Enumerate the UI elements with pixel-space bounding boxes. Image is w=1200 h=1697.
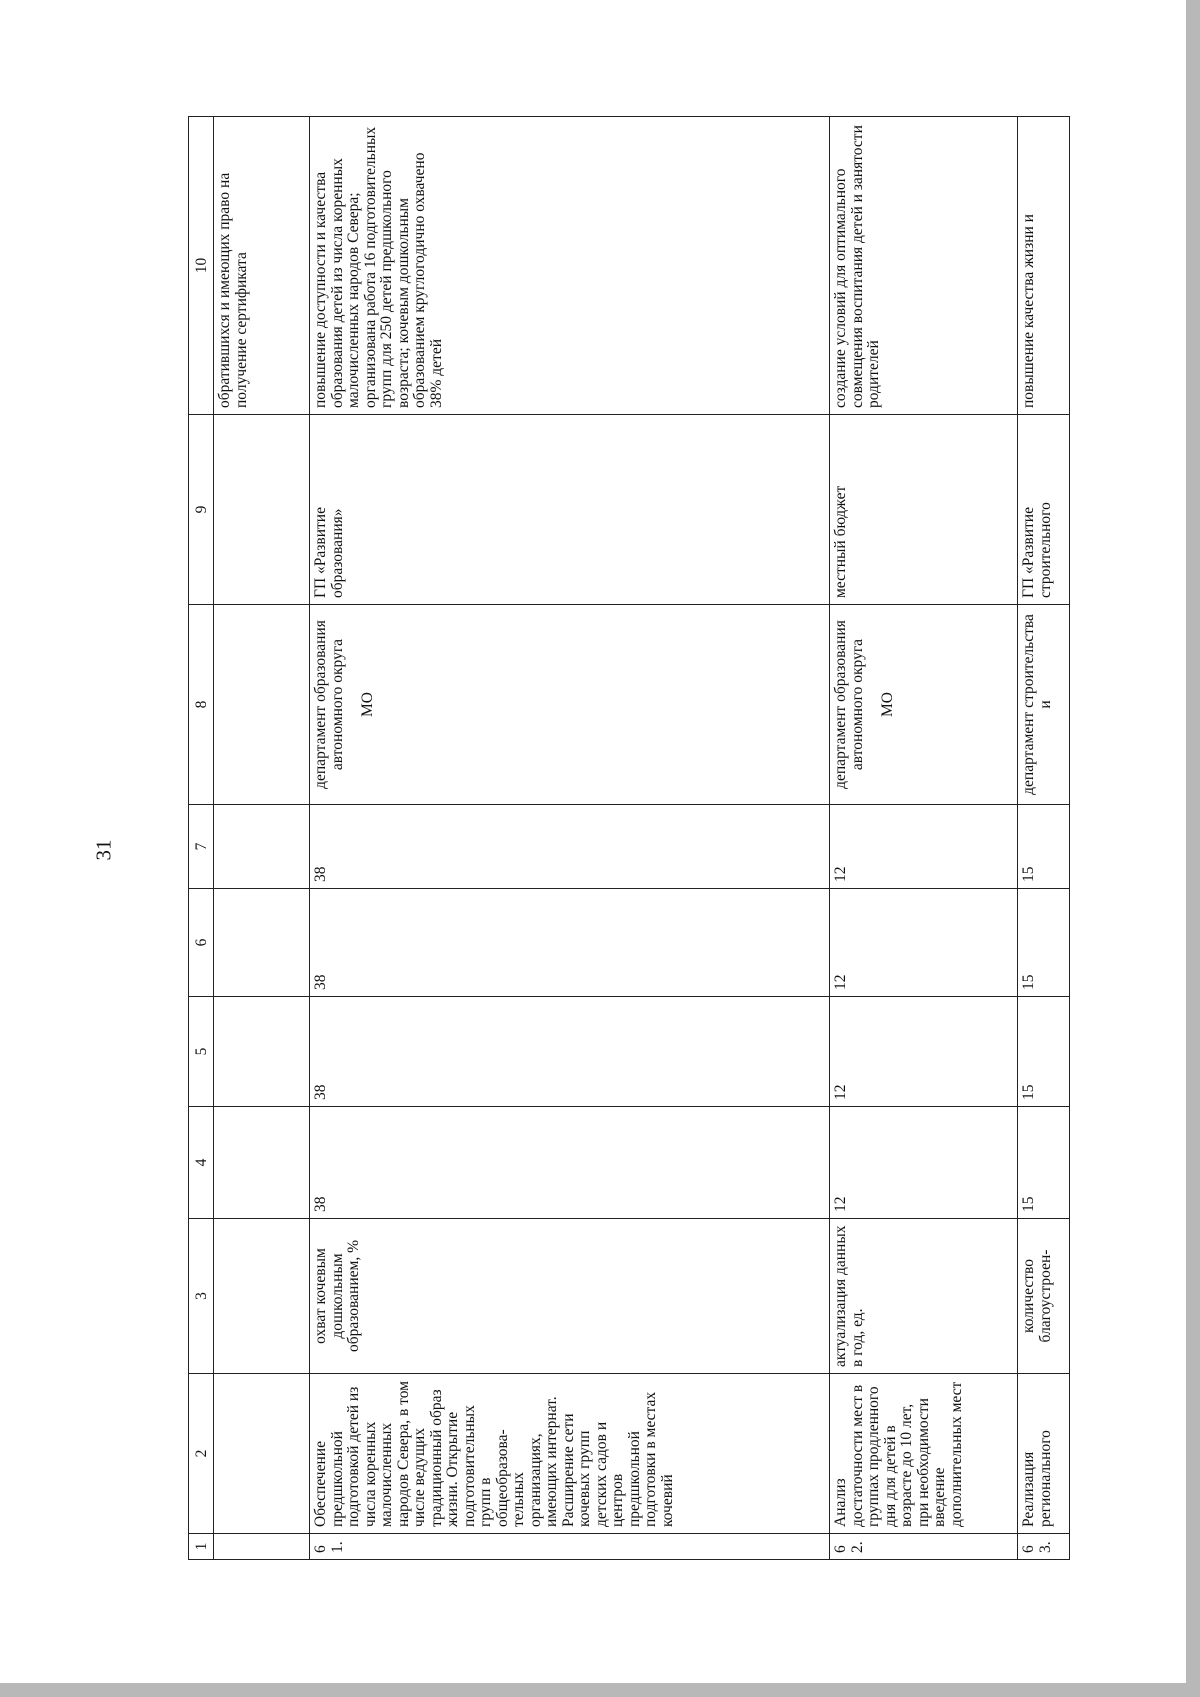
header-cell: 8 <box>189 605 214 805</box>
table-cell <box>214 1374 310 1534</box>
activity-cell: Реализация регионального <box>1018 1374 1070 1534</box>
value-cell: 15 <box>1018 805 1070 889</box>
value-cell: 15 <box>1018 889 1070 997</box>
value-cell: 38 <box>310 1107 830 1219</box>
value-cell: 12 <box>830 889 1018 997</box>
table-row-61 <box>310 117 830 1560</box>
activity-cell: Обеспечение предшкольной подготовкой детей из числа коренных малочисленных народов Севера, в том числе ведущих традиционный образ жизни. Открытие подготовительных групп в общеобразова-тельных организациях, имеющих интернат. Расширение сети кочевых групп детских садов и центров предшкольной подготовки в местах кочевий <box>310 1374 830 1534</box>
header-cell: 4 <box>189 1107 214 1219</box>
page-number-text: 31 <box>91 839 116 861</box>
row-number: 61. <box>310 1534 830 1560</box>
value-cell: 38 <box>310 997 830 1107</box>
activity-cell: Анализ достаточности мест в группах продленного дня для детей в возрасте до 10 лет, при необходимости введение дополнительных мест <box>830 1374 1018 1534</box>
value-cell: 12 <box>830 805 1018 889</box>
indicator-cell: количество благоустроен- <box>1018 1219 1070 1374</box>
result-text: обратившихся и имеющих право на получение сертификата <box>216 172 250 408</box>
table-row-63 <box>1018 117 1070 1560</box>
header-cell: 9 <box>189 415 214 605</box>
result-cell: создание условий для оптимального совмещения воспитания детей и занятости родителей <box>830 117 1018 415</box>
header-cell: 5 <box>189 997 214 1107</box>
indicator-cell: охват кочевым дошкольным образованием, % <box>310 1219 830 1374</box>
header-cell: 7 <box>189 805 214 889</box>
header-cell: 1 <box>189 1534 214 1560</box>
rotated-table-container <box>188 117 1056 1560</box>
executor-mo: МО <box>879 692 896 717</box>
executor-text: департамент образования автономного округа <box>312 620 346 789</box>
value-cell: 15 <box>1018 997 1070 1107</box>
source-cell: местный бюджет <box>830 415 1018 605</box>
result-cell: повышение доступности и качества образования детей из числа коренных малочисленных народов Севера; организована работа 16 подготовительных групп для 250 детей предшкольного возраста; кочевым дошкольным образованием круглогодично охвачено 38% детей <box>310 117 830 415</box>
value-cell: 12 <box>830 997 1018 1107</box>
source-cell: ГП «Развитие образования» <box>310 415 830 605</box>
row-number: 62. <box>830 1534 1018 1560</box>
table-cell <box>214 889 310 997</box>
executor-cell: департамент строительства и <box>1018 605 1070 805</box>
table-cell <box>214 415 310 605</box>
result-cell: повышение качества жизни и <box>1018 117 1070 415</box>
header-cell: 10 <box>189 117 214 415</box>
table-cell <box>214 1107 310 1219</box>
table-cell <box>214 1219 310 1374</box>
row-number: 63. <box>1018 1534 1070 1560</box>
executor-mo: МО <box>359 692 376 717</box>
value-cell: 38 <box>310 805 830 889</box>
value-cell: 12 <box>830 1107 1018 1219</box>
table-row-62 <box>830 117 1018 1560</box>
table-cell <box>214 605 310 805</box>
measures-table <box>188 116 1070 1560</box>
executor-cell <box>310 605 830 805</box>
table-cell <box>214 997 310 1107</box>
header-cell: 2 <box>189 1374 214 1534</box>
executor-cell <box>830 605 1018 805</box>
table-cell <box>214 805 310 889</box>
page-edge-right <box>1186 0 1200 1697</box>
result-cell <box>214 117 310 415</box>
value-cell: 15 <box>1018 1107 1070 1219</box>
indicator-cell: актуализация данных в год, ед. <box>830 1219 1018 1374</box>
table-cell <box>214 1534 310 1560</box>
table-header-row <box>189 117 214 1560</box>
header-cell: 3 <box>189 1219 214 1374</box>
value-cell: 38 <box>310 889 830 997</box>
executor-text: департамент образования автономного округа <box>832 620 866 789</box>
continuation-row <box>214 117 310 1560</box>
source-cell: ГП «Развитие строительного <box>1018 415 1070 605</box>
header-cell: 6 <box>189 889 214 997</box>
page-edge-bottom <box>0 1683 1200 1697</box>
